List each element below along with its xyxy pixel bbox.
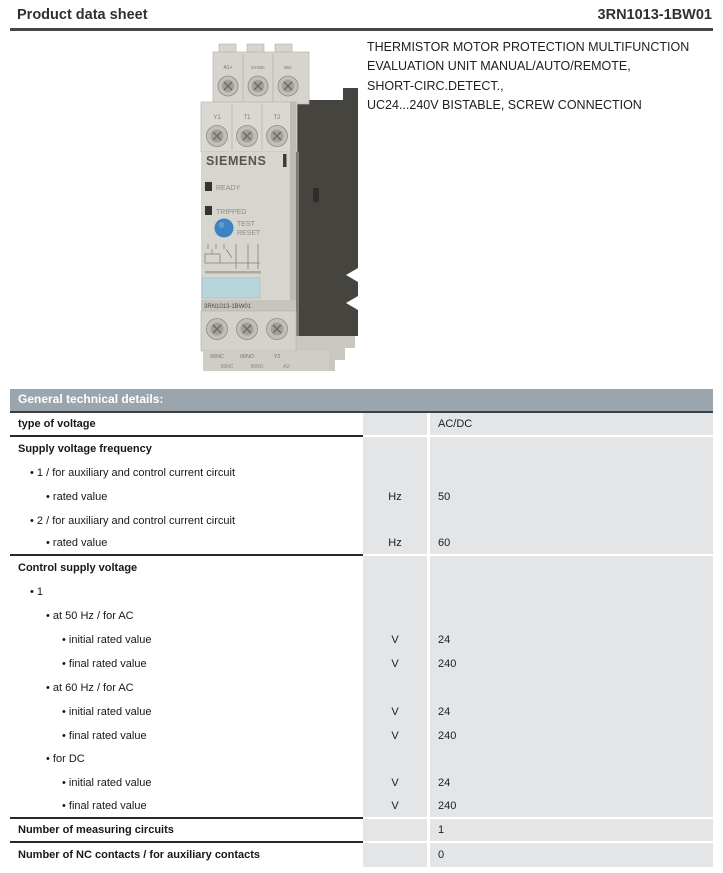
- row-value: 50: [430, 485, 713, 509]
- row-label: • initial rated value: [62, 777, 151, 789]
- table-row: [10, 771, 713, 795]
- row-label-cell: [10, 628, 363, 652]
- row-unit: [363, 843, 430, 867]
- row-label: Supply voltage frequency: [18, 442, 152, 455]
- terminal-label: A1+: [223, 65, 233, 71]
- table-row: [10, 843, 713, 867]
- terminal-label: Y1: [213, 115, 221, 121]
- row-value: 24: [430, 628, 713, 652]
- row-unit: Hz: [363, 532, 430, 556]
- row-value: 240: [430, 724, 713, 748]
- description-line: UC24...240V BISTABLE, SCREW CONNECTION: [367, 98, 642, 113]
- row-unit: V: [363, 771, 430, 795]
- terminal-label: 06NO: [239, 354, 255, 360]
- device-face-shadow: [296, 152, 299, 336]
- model-label: 3RN1013-1BW01: [204, 304, 252, 310]
- table-row: [10, 509, 713, 533]
- page-title: Product data sheet: [17, 7, 148, 23]
- description-line: SHORT-CIRC.DETECT.,: [367, 78, 504, 93]
- row-value: 24: [430, 771, 713, 795]
- row-label-cell: [10, 652, 363, 676]
- row-label-cell: [10, 413, 363, 437]
- row-unit: V: [363, 628, 430, 652]
- description-line: THERMISTOR MOTOR PROTECTION MULTIFUNCTION: [367, 40, 690, 54]
- row-value: [430, 437, 713, 461]
- row-label-cell: [10, 437, 363, 461]
- row-label: • final rated value: [62, 730, 147, 742]
- row-label: • final rated value: [62, 800, 147, 812]
- row-value: 60: [430, 532, 713, 556]
- brand-text: SIEMENS: [206, 154, 267, 168]
- screw-terminals-mid: [207, 126, 288, 147]
- row-unit: V: [363, 795, 430, 819]
- table-row: [10, 747, 713, 771]
- row-unit: V: [363, 652, 430, 676]
- header-divider: [10, 28, 713, 31]
- row-label-cell: [10, 724, 363, 748]
- table-row: [10, 532, 713, 556]
- row-unit: [363, 556, 430, 580]
- row-unit: [363, 461, 430, 485]
- row-unit: [363, 413, 430, 437]
- description-line: EVALUATION UNIT MANUAL/AUTO/REMOTE,: [367, 59, 631, 74]
- row-label-cell: [10, 747, 363, 771]
- terminal-label: 04-05C: [251, 65, 265, 70]
- table-row: [10, 556, 713, 580]
- row-label: • 2 / for auxiliary and control current circuit: [30, 515, 235, 527]
- section-header: General technical details:: [10, 389, 713, 413]
- row-label-cell: [10, 580, 363, 604]
- table-row: [10, 413, 713, 437]
- row-value: 0: [430, 843, 713, 867]
- row-label: • initial rated value: [62, 634, 151, 646]
- row-unit: [363, 604, 430, 628]
- row-label: • final rated value: [62, 658, 147, 670]
- table-row: [10, 461, 713, 485]
- row-label-cell: [10, 795, 363, 819]
- product-id: 3RN1013-1BW01: [597, 7, 712, 23]
- row-value: [430, 509, 713, 533]
- diagram-caption-strip: [205, 271, 261, 274]
- row-value: AC/DC: [430, 413, 713, 437]
- table-row: [10, 676, 713, 700]
- tripped-led: [205, 206, 212, 215]
- spec-table-rows: [10, 413, 713, 867]
- row-unit: [363, 676, 430, 700]
- device-upper-terminal-block: [213, 52, 309, 104]
- tripped-led-label: TRIPPED: [216, 209, 247, 216]
- row-unit: [363, 509, 430, 533]
- relay-device-illustration: [195, 38, 365, 373]
- table-row: [10, 604, 713, 628]
- row-label: • 1: [30, 586, 43, 598]
- screw-terminals-top: [218, 76, 298, 96]
- table-row: [10, 700, 713, 724]
- row-unit: [363, 580, 430, 604]
- row-label-cell: [10, 461, 363, 485]
- row-value: 1: [430, 819, 713, 843]
- row-unit: Hz: [363, 485, 430, 509]
- table-row: [10, 724, 713, 748]
- table-row: [10, 437, 713, 461]
- row-label-cell: [10, 819, 363, 843]
- ready-led-label: READY: [216, 185, 241, 192]
- row-label-cell: [10, 509, 363, 533]
- table-row: [10, 628, 713, 652]
- terminal-label: 05C: [284, 65, 292, 70]
- button-highlight: [219, 222, 225, 228]
- row-unit: [363, 747, 430, 771]
- row-label: • at 50 Hz / for AC: [46, 610, 134, 622]
- ready-led: [205, 182, 212, 191]
- row-unit: [363, 437, 430, 461]
- device-side-slot: [313, 188, 319, 202]
- row-label: • initial rated value: [62, 706, 151, 718]
- table-row: [10, 485, 713, 509]
- row-label-cell: [10, 485, 363, 509]
- device-lower-terminal-block: [201, 102, 297, 152]
- product-photo: [195, 38, 365, 373]
- table-row: [10, 652, 713, 676]
- row-value: [430, 747, 713, 771]
- row-label: • rated value: [46, 491, 107, 503]
- row-label: Control supply voltage: [18, 562, 138, 575]
- spec-table: [10, 389, 713, 867]
- row-label: • at 60 Hz / for AC: [46, 682, 134, 694]
- row-value: 24: [430, 700, 713, 724]
- table-row: [10, 580, 713, 604]
- product-description: [367, 38, 717, 116]
- row-value: 240: [430, 795, 713, 819]
- device-face-edge: [290, 102, 296, 300]
- terminal-label: T2: [273, 115, 281, 121]
- row-value: [430, 461, 713, 485]
- row-unit: V: [363, 700, 430, 724]
- row-label-cell: [10, 771, 363, 795]
- row-value: [430, 556, 713, 580]
- table-row: [10, 819, 713, 843]
- row-label: • rated value: [46, 537, 107, 549]
- test-label: TEST: [237, 221, 255, 228]
- row-label: Number of measuring circuits: [18, 824, 174, 837]
- row-value: [430, 580, 713, 604]
- row-label: • 1 / for auxiliary and control current circuit: [30, 467, 235, 479]
- reset-label: RESET: [237, 230, 261, 237]
- row-label-cell: [10, 700, 363, 724]
- label-window: [202, 278, 260, 298]
- brand-bar: [283, 154, 287, 167]
- terminal-label: 06NC: [210, 354, 224, 360]
- row-label-cell: [10, 556, 363, 580]
- row-label-cell: [10, 843, 363, 867]
- screw-terminals-bottom: [207, 319, 288, 340]
- row-unit: [363, 819, 430, 843]
- row-unit: V: [363, 724, 430, 748]
- row-label-cell: [10, 676, 363, 700]
- row-value: [430, 604, 713, 628]
- row-value: [430, 676, 713, 700]
- row-label-cell: [10, 532, 363, 556]
- row-label: type of voltage: [18, 417, 96, 430]
- row-label: Number of NC contacts / for auxiliary contacts: [18, 848, 261, 861]
- row-label-cell: [10, 604, 363, 628]
- terminal-label: A2-: [283, 364, 291, 370]
- terminal-label: Y2: [273, 354, 281, 360]
- row-value: 240: [430, 652, 713, 676]
- terminal-label: 95NC: [220, 364, 234, 370]
- row-label: • for DC: [46, 753, 85, 765]
- terminal-label: T1: [243, 115, 251, 121]
- table-row: [10, 795, 713, 819]
- terminal-label: 96NO: [250, 364, 264, 370]
- test-reset-button: [215, 219, 234, 238]
